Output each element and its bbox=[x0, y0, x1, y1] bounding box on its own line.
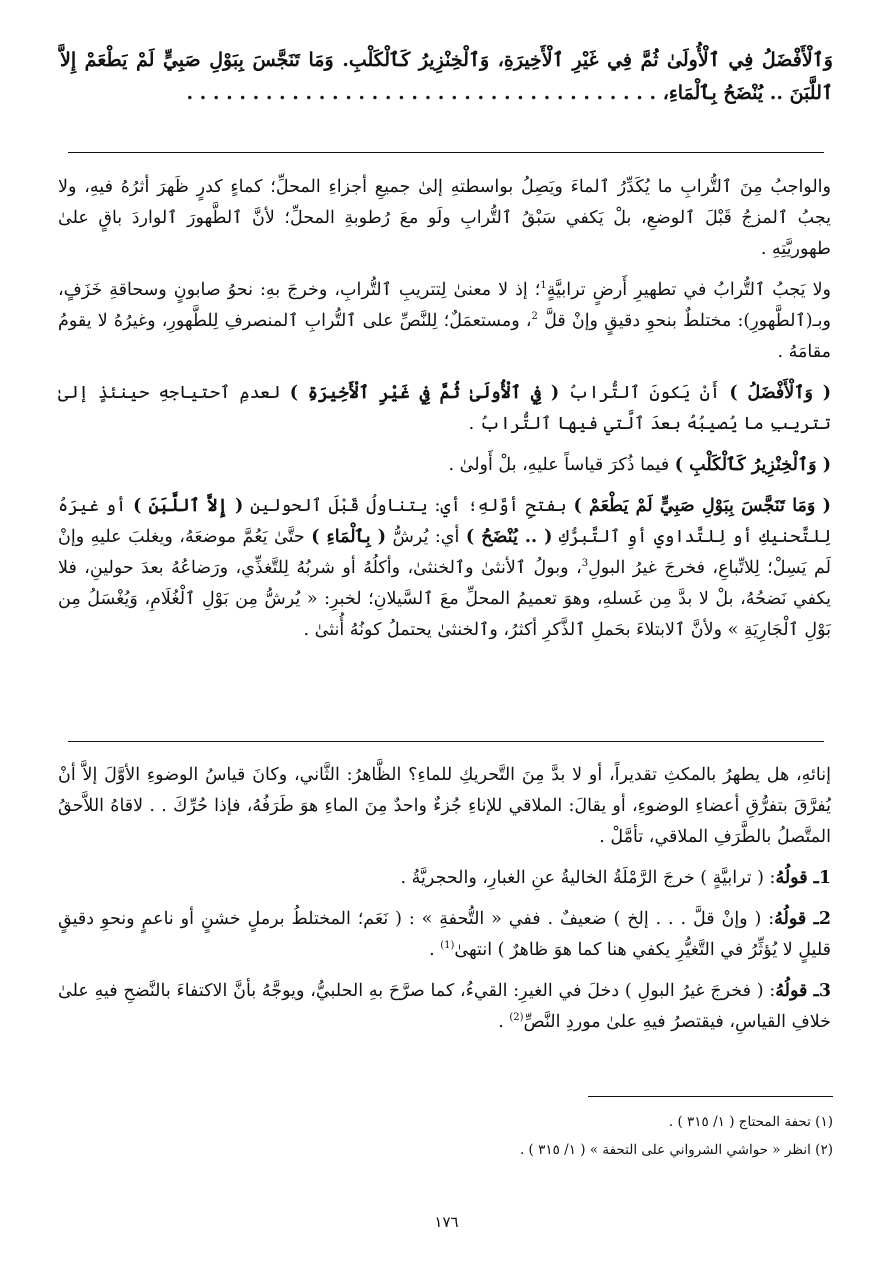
commentary-paragraph-2: ولا يَجبُ ٱلتُّرابُ في تطهيرِ أَرضٍ ترابيَّةٍ$^1$؛ إذ لا معنىٰ لِتتريبِ ٱلتُّرابِ، وخرجَ بهِ: نحوُ صابونٍ وسحاقةِ خَزَفٍ، وبـ(ٱلطَّهورِ): مختلطٌ بنحوِ دقيقٍ وإنْ قلَّ $^2$، ومستعمَلٌ؛ لِلنَّصِّ على ٱلتُّرابِ ٱلمنصرفِ لِلطَّهورِ، وغيرُهُ لا يقومُ مقامَهُ . bbox=[58, 280, 832, 362]
gloss-note-3: 3ـ قولُهُ: ( فخرجَ غيرُ البولِ ) دخلَ في الغيرِ: القيءُ، كما صرَّحَ بهِ الحلبيُّ، ويوجَّهُ بأنَّ الاكتفاءَ بالنَّضحِ فيهِ علىٰ خلافِ القياسِ، فيقتصرُ فيهِ علىٰ موردِ النَّصِّ$^{(2)}$ . bbox=[58, 981, 831, 1032]
footnote-2: (٢) انظر « حواشي الشرواني على التحفة » ( ١/ ٣١٥ ) . bbox=[519, 1142, 833, 1158]
gloss-note-2: 2ـ قولُهُ: ( وإنْ قلَّ . . . إلخ ) ضعيفٌ . ففي « التُّحفةِ » : ( نَعَم؛ المختلطُ برملٍ خشنٍ أو ناعمٍ ونحوِ دقيقٍ قليلٍ لا يُؤثِّرُ في التَّغيُّرِ يكفي هنا كما هوَ ظاهرٌ ) انتهىٰ$^{(1)}$ . bbox=[58, 909, 831, 960]
footnote-ref: 1 bbox=[540, 280, 547, 292]
top-divider bbox=[68, 152, 824, 153]
footnote-divider bbox=[588, 1096, 833, 1097]
gloss-note-1: 1ـ قولُهُ: ( ترابيَّةٍ ) خرجَ الرَّمْلَةُ الخاليةُ عنِ الغبارِ، والحجريَّةُ . bbox=[400, 868, 831, 888]
footnote-ref: (2) bbox=[509, 1012, 524, 1024]
commentary-paragraph-5: ( وَمَا تَنَجَّسَ بِبَوْلِ صَبِيٍّ لَمْ يَطْعَمْ ) بفتحِ أوَّلهِ؛ أي: يتناولُ قَبْلَ ٱلحولينِ ( إِلاَّ ٱللَّبَنَ ) أو غيرَهُ لِلتَّحنيكِ أو لِلتَّداوي أوِ ٱلتَّبرُّكِ ( .. يُنْضَحُ ) أي: يُرشُّ ( بِٱلْمَاءِ ) حتَّىٰ يَعُمَّ موضعَهُ، ويغلبَ عليهِ وإنْ لَم يَسِلْ؛ لِلاتِّباعِ، فخرجَ غيرُ البولِ$^3$، وبولُ ٱلأنثىٰ وٱلخنثىٰ، وأكلُهُ أو شربُهُ لِلتَّغذِّي، ورَضاعُهُ بعدَ حولينِ، فلا يكفي نَضحُهُ، بلْ لا بدَّ مِن غَسلهِ، وهوَ تعميمُ المحلِّ معَ ٱلسَّيلانِ؛ لخبرِ: « يُرشُّ مِن بَوْلِ ٱلْغُلَامِ، وَيُغْسَلُ مِن بَوْلِ ٱلْجَارِيَةِ » ولأنَّ ٱلابتلاءَ بحَملِ ٱلذَّكرِ أكثرُ، وٱلخنثىٰ يحتملُ كونُهُ أُنثىٰ . bbox=[58, 496, 831, 640]
footnote-ref: 3 bbox=[581, 558, 589, 570]
commentary-paragraph-4: ( وَٱلْخِنْزِيرُ كَٱلْكَلْبِ ) فيما ذُكرَ قياساً عليهِ، بلْ أَولىٰ . bbox=[448, 455, 831, 475]
footnotes bbox=[73, 1108, 833, 1164]
matn-text bbox=[60, 44, 833, 110]
commentary-paragraph-1: والواجبُ مِنَ ٱلتُّرابِ ما يُكَدِّرُ ٱلماءَ ويَصِلُ بواسطتهِ إلىٰ جميعِ أجزاءِ المحلِّ؛ كماءٍ كدرٍ ظَهرَ أثرُهُ فيهِ، ولا يجبُ ٱلمزجُ قَبْلَ ٱلوضعِ، بلْ يَكفي سَبْقُ ٱلتُّرابِ ولَو معَ رُطوبةِ المحلِّ؛ لأنَّ ٱلطَّهورَ ٱلواردَ باقٍ علىٰ طهوريَّتِهِ . bbox=[58, 177, 831, 259]
commentary-section bbox=[58, 172, 831, 656]
footnote-ref: (1) bbox=[440, 940, 455, 952]
middle-divider bbox=[68, 741, 824, 742]
gloss-continuation: إنائهِ، هل يطهرُ بالمكثِ تقديراً، أو لا بدَّ مِنَ التَّحريكِ للماءِ؟ الظَّاهرُ: الثَّاني، وكانَ قياسُ الوضوءِ الأوَّلَ إلاَّ أنْ يُفرَّقَ بتفرُّقِ أعضاءِ الوضوءِ، أو يقالَ: الملاقي للإناءِ جُزءٌ واحدٌ مِنَ الماءِ هوَ طَرَفُهُ، فإذا حُرِّكَ . . لاقاهُ اللاَّحقُ المتَّصلُ بالطَّرَفِ الملاقي، تأمَّلْ . bbox=[58, 765, 831, 847]
footnote-ref: 2 bbox=[531, 311, 538, 323]
page-number: ١٧٦ bbox=[434, 1213, 459, 1231]
commentary-paragraph-3: ( وَٱلْأَفْضَلُ ) أَنْ يَكونَ ٱلتُّرابُ ( فِي ٱلْأُولَىٰ ثُمَّ فِي غَيْرِ ٱلْأَخِيرَةِ ) لعدمِ ٱحتياجهِ حينئذٍ إلىٰ تتريبِ ما يُصيبُهُ بعدَ ٱلَّتي فيها ٱلتُّرابُ . bbox=[58, 383, 831, 434]
gloss-section bbox=[58, 760, 831, 1048]
matn-line: وَٱلْأَفْضَلُ فِي ٱلْأُولَىٰ ثُمَّ فِي غَيْرِ ٱلْأَخِيرَةِ، وَٱلْخِنْزِيرُ كَٱلْكَلْبِ. وَمَا تَنَجَّسَ بِبَوْلِ صَبِيٍّ لَمْ يَطْعَمْ إِلاَّ ٱللَّبَنَ .. يُنْضَحُ بِٱلْمَاءِ، . . . . . . . . . . . . . . . . . . . . . . . . . . . . . . . . . . . . bbox=[60, 49, 833, 104]
footnote-1: (١) تحفة المحتاج ( ١/ ٣١٥ ) . bbox=[668, 1114, 833, 1130]
